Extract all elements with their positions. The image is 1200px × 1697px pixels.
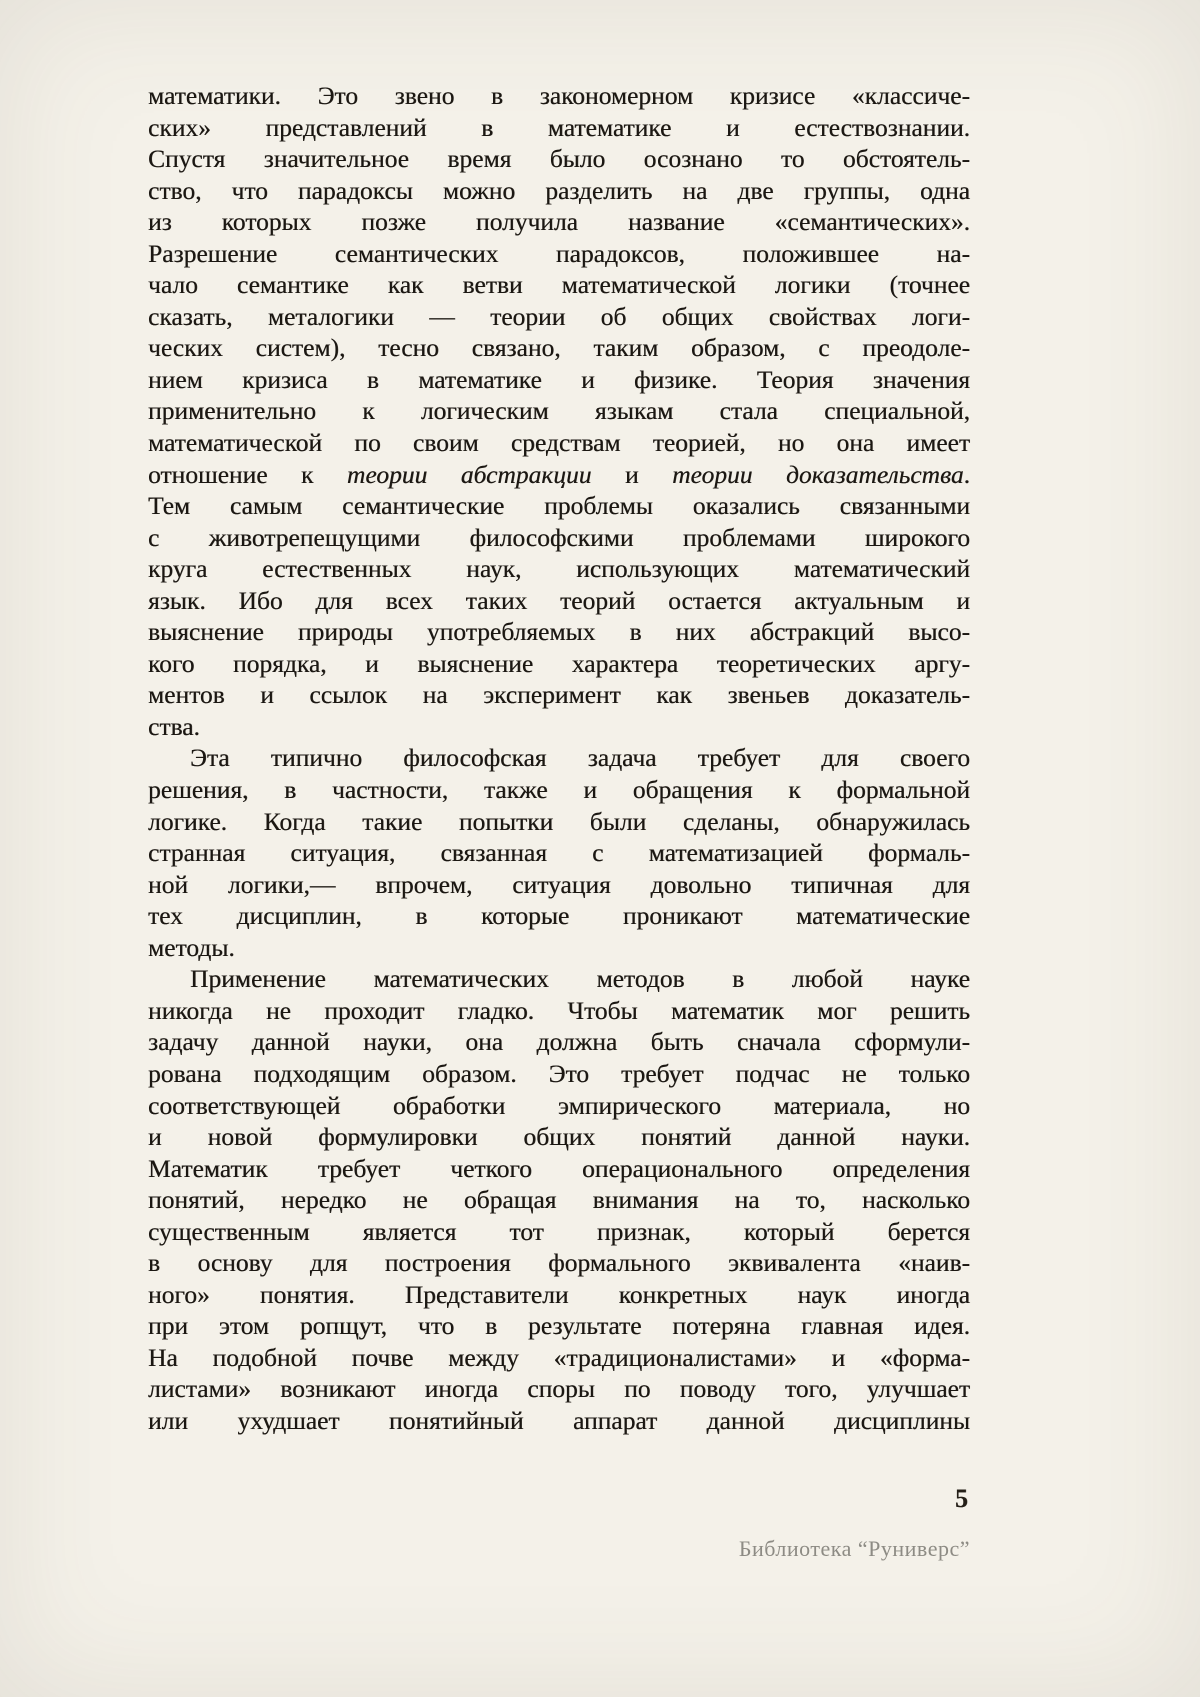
text-run: ство, что парадоксы можно разделить на две группы, одна [148,175,970,205]
text-line [148,522,970,554]
italic-run: теории доказательства [672,459,964,489]
text-line [148,869,970,901]
text-line [148,1373,970,1405]
text-run: ной логики,— впрочем, ситуация довольно типичная для [148,869,970,899]
text-line [148,806,970,838]
text-line [148,459,970,491]
text-run: с животрепещущими философскими проблемами широкого [148,522,970,552]
text-run: методы. [148,932,235,962]
text-line [148,269,970,301]
text-run: отношение к [148,459,347,489]
text-line [148,1247,970,1279]
text-run: Спустя значительное время было осознано то обстоятель- [148,144,970,174]
text-run: при этом ропщут, что в результате потеряна главная идея. [148,1311,970,1341]
text-run: существенным является тот признак, который берется [148,1216,970,1246]
text-run: странная ситуация, связанная с математизацией формаль- [148,838,970,868]
text-run: логике. Когда такие попытки были сделаны, обнаружилась [148,806,970,836]
text-line [148,1058,970,1090]
text-run: понятий, нередко не обращая внимания на то, насколько [148,1185,970,1215]
text-run: соответствующей обработки эмпирического материала, но [148,1090,970,1120]
text-line [148,616,970,648]
text-run: кого порядка, и выяснение характера теоретических аргу- [148,648,970,678]
text-line [148,1153,970,1185]
text-run: тех дисциплин, в которые проникают математические [148,901,970,931]
text-line [148,143,970,175]
text-run: круга естественных наук, использующих математический [148,554,970,584]
text-line [148,490,970,522]
text-run: применительно к логическим языкам стала специальной, [148,396,970,426]
text-line [148,112,970,144]
text-line [148,711,970,743]
text-line [148,1090,970,1122]
text-line [148,1279,970,1311]
text-run: Тем самым семантические проблемы оказались связанными [148,491,970,521]
text-line [148,1310,970,1342]
text-line [148,332,970,364]
text-line [148,963,970,995]
text-line [148,175,970,207]
text-run: математики. Это звено в закономерном кризисе «классиче- [148,81,970,110]
text-line [148,206,970,238]
text-run: . [963,459,970,489]
library-watermark: Библиотека “Руниверс” [738,1536,970,1561]
text-run: листами» возникают иногда споры по поводу того, улучшает [148,1374,970,1404]
text-run: нием кризиса в математике и физике. Теория значения [148,364,970,394]
text-line [148,648,970,680]
text-line [148,679,970,711]
text-run: решения, в частности, также и обращения к формальной [148,775,970,805]
text-run: ного» понятия. Представители конкретных наук иногда [148,1279,970,1309]
text-run: сказать, металогики — теории об общих свойствах логи- [148,301,970,331]
text-line [148,1216,970,1248]
italic-run: теории абстракции [346,459,592,489]
text-line [148,742,970,774]
text-line [148,364,970,396]
text-run: и новой формулировки общих понятий данной науки. [148,1122,970,1152]
text-run: задачу данной науки, она должна быть сначала сформули- [148,1027,970,1057]
text-line [148,427,970,459]
text-run: никогда не проходит гладко. Чтобы математик мог решить [148,995,970,1025]
text-line [148,1121,970,1153]
text-line [148,774,970,806]
text-line [148,80,970,112]
text-run: рована подходящим образом. Это требует подчас не только [148,1058,970,1088]
text-run: из которых позже получила название «семантических». [148,207,970,237]
text-line [148,585,970,617]
text-run: выяснение природы употребляемых в них абстракций высо- [148,617,970,647]
text-run: Математик требует четкого операционального определения [148,1153,970,1183]
text-run: Разрешение семантических парадоксов, положившее на- [148,238,970,268]
text-run: ских» представлений в математике и естествознании. [148,112,970,142]
text-run: в основу для построения формального эквивалента «наив- [148,1248,970,1278]
text-run: ческих систем), тесно связано, таким образом, с преодоле- [148,333,970,363]
text-run: ментов и ссылок на эксперимент как звеньев доказатель- [148,680,970,710]
text-run: чало семантике как ветви математической логики (точнее [148,270,970,300]
text-line [148,1026,970,1058]
text-run: На подобной почве между «традиционалистами» и «форма- [148,1342,970,1372]
page-text [148,80,970,1437]
text-line [148,900,970,932]
text-run: ства. [148,711,200,741]
text-line [148,553,970,585]
text-run: язык. Ибо для всех таких теорий остается актуальным и [148,585,970,615]
text-line [148,395,970,427]
page-number: 5 [955,1484,968,1513]
text-line [148,995,970,1027]
text-run: Применение математических методов в любой науке [190,964,970,994]
text-line [148,1342,970,1374]
text-line [148,301,970,333]
text-line [148,932,970,964]
text-line [148,238,970,270]
text-run: или ухудшает понятийный аппарат данной дисциплины [148,1405,970,1435]
text-run: математической по своим средствам теорией, но она имеет [148,428,970,458]
text-run: Эта типично философская задача требует для своего [190,743,970,773]
text-run: и [591,459,673,489]
text-line [148,837,970,869]
text-line [148,1405,970,1437]
text-line [148,1184,970,1216]
